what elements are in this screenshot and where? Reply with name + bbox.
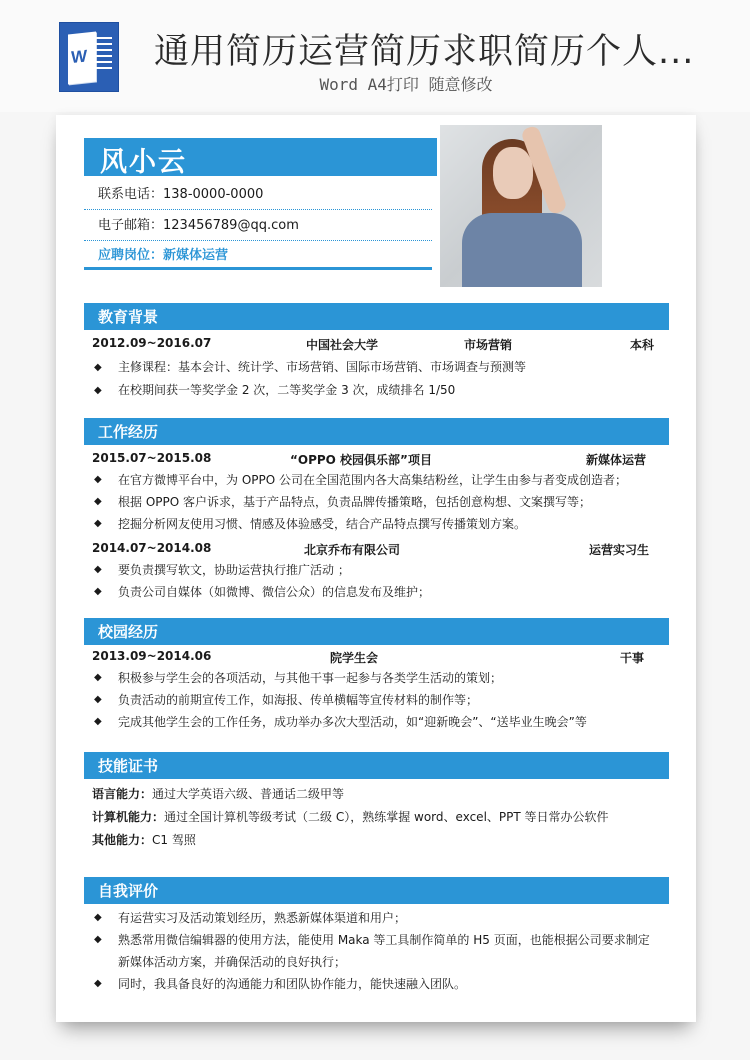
phone-value: 138-0000-0000 xyxy=(163,187,264,202)
degree: 本科 xyxy=(629,338,654,352)
section-title: 工作经历 xyxy=(98,423,159,441)
skill-label: 语言能力： xyxy=(92,787,153,801)
work-entry-1-bullets xyxy=(92,469,662,535)
list-item: ◆ 挖掘分析网友使用习惯、情感及体验感受，结合产品特点撰写传播策划方案。 xyxy=(92,513,662,535)
word-lines-icon xyxy=(96,37,112,73)
education-bullets xyxy=(92,356,662,402)
skill-value: 通过大学英语六级、普通话二级甲等 xyxy=(152,787,345,801)
skill-value: 通过全国计算机等级考试（二级 C），熟练掌握 word、excel、PPT 等日常办公软件 xyxy=(164,810,609,824)
section-work xyxy=(84,418,669,445)
skill-label: 其他能力： xyxy=(92,833,153,847)
list-item: ◆ 在校期间获一等奖学金 2 次，二等奖学金 3 次，成绩排名 1/50 xyxy=(92,379,662,402)
skill-label: 计算机能力： xyxy=(92,810,165,824)
campus-entry xyxy=(92,647,644,667)
position-label: 应聘岗位： xyxy=(98,248,164,263)
phone-row xyxy=(84,180,432,210)
list-item: ◆ 完成其他学生会的工作任务，成功举办多次大型活动，如“迎新晚会”、“送毕业生晚会”等 xyxy=(92,711,662,733)
email-value: 123456789@qq.com xyxy=(163,218,299,233)
list-item: ◆ 有运营实习及活动策划经历，熟悉新媒体渠道和用户； xyxy=(92,907,652,929)
profile-photo xyxy=(440,125,602,287)
work-entry-2-bullets xyxy=(92,559,662,603)
skill-other xyxy=(92,830,662,850)
section-title: 技能证书 xyxy=(98,757,159,775)
section-skills xyxy=(84,752,669,779)
document-title: 通用简历运营简历求职简历个人... xyxy=(154,32,695,72)
list-item: ◆ 熟悉常用微信编辑器的使用方法，能使用 Maka 等工具制作简单的 H5 页面，也能根据公司要求制定新媒体活动方案，并确保活动的良好执行； xyxy=(92,929,652,973)
self-eval-bullets xyxy=(92,907,652,995)
organization: 北京乔布有限公司 xyxy=(304,543,401,557)
section-title: 自我评价 xyxy=(98,882,159,900)
list-item: ◆ 要负责撰写软文，协助运营执行推广活动 ； xyxy=(92,559,662,581)
section-title: 校园经历 xyxy=(98,623,159,641)
section-campus xyxy=(84,618,669,645)
work-entry-1 xyxy=(92,449,646,469)
period: 2013.09~2014.06 xyxy=(92,649,212,663)
candidate-name: 风小云 xyxy=(100,147,187,178)
email-label: 电子邮箱： xyxy=(98,218,164,233)
list-item: ◆ 在官方微博平台中，为 OPPO 公司在全国范围内各大高集结粉丝，让学生由参与者变成创造者； xyxy=(92,469,662,491)
list-item: ◆ 根据 OPPO 客户诉求，基于产品特点，负责品牌传播策略，包括创意构想、文案撰写等； xyxy=(92,491,662,513)
skill-computer xyxy=(92,807,662,827)
role: 运营实习生 xyxy=(588,543,649,557)
word-letter: W xyxy=(71,46,88,68)
preview-header xyxy=(0,0,750,112)
section-education xyxy=(84,303,669,330)
school: 中国社会大学 xyxy=(306,338,379,352)
campus-bullets xyxy=(92,667,662,733)
section-title: 教育背景 xyxy=(98,308,159,326)
position-value: 新媒体运营 xyxy=(163,248,229,263)
skill-value: C1 驾照 xyxy=(152,833,196,847)
education-entry xyxy=(92,334,654,354)
organization: “OPPO 校园俱乐部”项目 xyxy=(290,453,432,467)
skill-language xyxy=(92,784,662,804)
name-banner xyxy=(84,138,437,176)
list-item: ◆ 同时，我具备良好的沟通能力和团队协作能力，能快速融入团队。 xyxy=(92,973,652,995)
major: 市场营销 xyxy=(464,338,513,352)
list-item: ◆ 主修课程：基本会计、统计学、市场营销、国际市场营销、市场调查与预测等 xyxy=(92,356,662,379)
list-item: ◆ 负责活动的前期宣传工作，如海报、传单横幅等宣传材料的制作等； xyxy=(92,689,662,711)
period: 2015.07~2015.08 xyxy=(92,451,212,465)
list-item: ◆ 积极参与学生会的各项活动，与其他干事一起参与各类学生活动的策划； xyxy=(92,667,662,689)
phone-label: 联系电话： xyxy=(98,187,164,202)
section-self-evaluation xyxy=(84,877,669,904)
period: 2014.07~2014.08 xyxy=(92,541,212,555)
period: 2012.09~2016.07 xyxy=(92,336,212,350)
document-subtitle: Word A4打印 随意修改 xyxy=(319,75,493,94)
resume-page xyxy=(56,115,696,1022)
list-item: ◆ 负责公司自媒体（如微博、微信公众）的信息发布及维护； xyxy=(92,581,662,603)
role: 新媒体运营 xyxy=(585,453,646,467)
role: 干事 xyxy=(619,651,644,665)
email-row xyxy=(84,211,432,241)
work-entry-2 xyxy=(92,539,649,559)
position-row xyxy=(84,242,432,270)
organization: 院学生会 xyxy=(330,651,379,665)
